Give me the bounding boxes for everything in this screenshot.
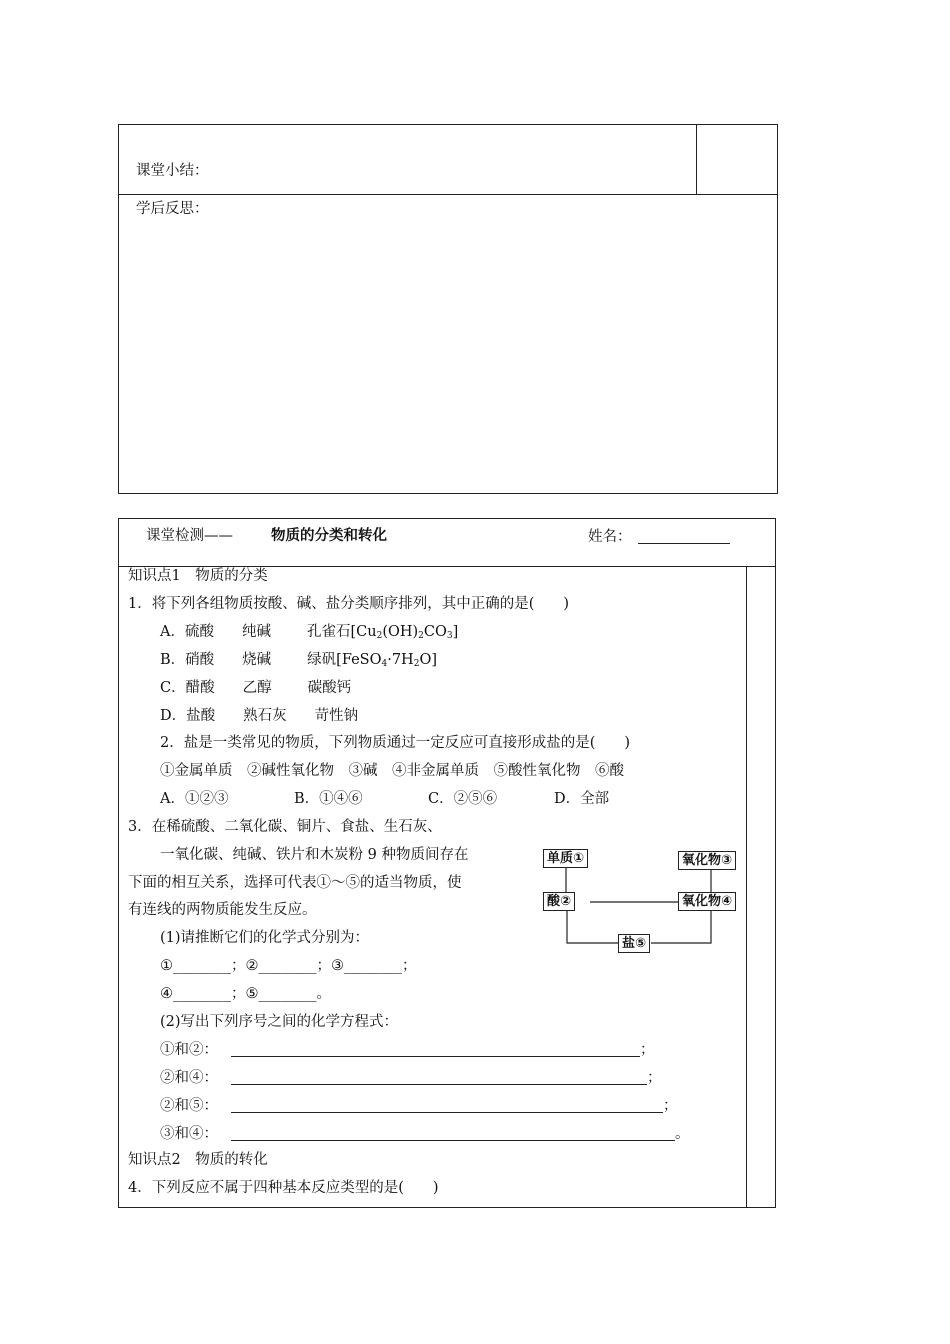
q2-option-c: C．②⑤⑥ [428, 791, 498, 807]
q3-line3: 下面的相互关系，选择可代表①～⑤的适当物质，使 [128, 875, 462, 891]
q3-blanks-row2[interactable]: ④________；⑤________。 [160, 986, 331, 1002]
diagram-node-acid: 酸② [543, 892, 575, 911]
q3-blanks-row1[interactable]: ①________；②________；③________； [160, 958, 417, 974]
q3-line4: 有连线的两物质能发生反应。 [128, 902, 317, 918]
q1-option-d: D．盐酸 熟石灰 苛性钠 [160, 708, 359, 724]
q1-option-b: B．硝酸 烧碱 绿矾$[FeSO_4\cdot 7H_2O]$ [160, 652, 437, 669]
q3-eq3-end: ； [663, 1098, 678, 1114]
q4-stem: 4．下列反应不属于四种基本反应类型的是( ) [128, 1180, 439, 1196]
q1-option-c: C．醋酸 乙醇 碳酸钙 [160, 680, 352, 696]
knowledge-point-2: 知识点2 物质的转化 [128, 1152, 268, 1168]
q3-eq4-label: ③和④： [160, 1126, 218, 1142]
reflection-label: 学后反思： [136, 201, 209, 217]
q3-line2: 一氧化碳、纯碱、铁片和木炭粉 9 种物质间存在 [160, 847, 469, 863]
q3-sub2: (2)写出下列序号之间的化学方程式： [160, 1014, 399, 1030]
quiz-header-left: 课堂检测—— [146, 528, 233, 544]
q3-line1: 3．在稀硫酸、二氧化碳、铜片、食盐、生石灰、 [128, 819, 442, 835]
q3-eq1-end: ； [640, 1042, 655, 1058]
q3-eq3-label: ②和⑤： [160, 1098, 218, 1114]
q1-option-a: A．硫酸 纯碱 孔雀石$[Cu_2(OH)_2CO_3]$ [160, 624, 459, 641]
knowledge-point-1: 知识点1 物质的分类 [128, 568, 268, 584]
quiz-title: 物质的分类和转化 [271, 527, 387, 544]
q2-option-d: D．全部 [554, 791, 610, 807]
q3-eq1-label: ①和②： [160, 1042, 218, 1058]
q3-eq4-end: 。 [675, 1126, 690, 1142]
diagram-node-salt: 盐⑤ [618, 934, 650, 953]
summary-label: 课堂小结： [136, 163, 209, 179]
diagram-node-oxide-3: 氧化物③ [678, 851, 736, 870]
q1-stem: 1．将下列各组物质按酸、碱、盐分类顺序排列，其中正确的是( ) [128, 596, 570, 612]
q3-eq2-label: ②和④： [160, 1070, 218, 1086]
q3-sub1: (1)请推断它们的化学式分别为： [160, 930, 370, 946]
q2-stem: 2．盐是一类常见的物质，下列物质通过一定反应可直接形成盐的是( ) [160, 735, 631, 751]
q3-eq2-end: ； [647, 1070, 662, 1086]
q2-option-a: A．①②③ [160, 791, 229, 807]
q2-option-b: B．①④⑥ [294, 791, 363, 807]
name-label: 姓名： [588, 529, 632, 545]
diagram-node-simple-substance: 单质① [543, 849, 588, 868]
diagram-node-oxide-4: 氧化物④ [678, 892, 736, 911]
q2-items: ①金属单质 ②碱性氧化物 ③碱 ④非金属单质 ⑤酸性氧化物 ⑥酸 [160, 763, 624, 779]
